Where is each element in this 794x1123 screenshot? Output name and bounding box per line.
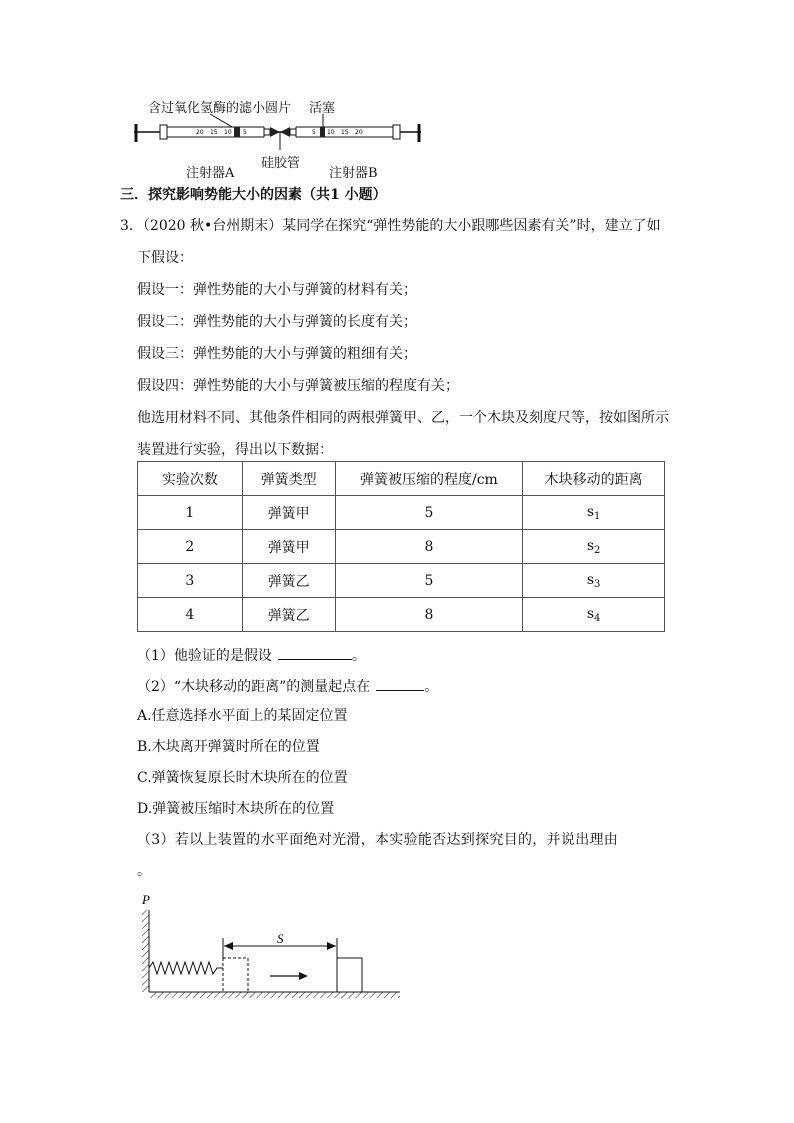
data-table: [137, 461, 665, 632]
sub-question-2: （2）“木块移动的距离”的测量起点在 。: [137, 676, 438, 697]
scale-right-10: 10: [327, 129, 335, 136]
hypothesis-2: 假设二：弹性势能的大小与弹簧的长度有关；: [137, 314, 417, 330]
block-start-position: [223, 958, 248, 992]
cell-compression: 8: [335, 530, 523, 564]
cell-spring: 弹簧乙: [242, 564, 335, 598]
scale-left-20: 20: [196, 129, 204, 136]
option-d: D.弹簧被压缩时木块所在的位置: [137, 801, 335, 817]
sub-question-3-end: 。: [137, 863, 151, 879]
block-end-position: [337, 958, 362, 992]
answer-blank-1[interactable]: [278, 645, 352, 660]
cell-spring: 弹簧甲: [242, 496, 335, 530]
syringe-apparatus-diagram: [130, 112, 425, 152]
sub-question-1: （1）他验证的是假设 。: [137, 645, 366, 666]
cell-distance: $s_4$: [523, 598, 665, 632]
label-p: P: [142, 892, 150, 907]
sub-question-3: （3）若以上装置的水平面绝对光滑，本实验能否达到探究目的，并说出理由: [137, 832, 619, 848]
header-spring-type: 弹簧类型: [242, 462, 335, 496]
hypothesis-3: 假设三：弹性势能的大小与弹簧的粗细有关；: [137, 346, 417, 362]
cell-distance: $s_3$: [523, 564, 665, 598]
answer-blank-2[interactable]: [376, 676, 424, 691]
cell-compression: 8: [335, 598, 523, 632]
motion-arrow-icon: [299, 972, 308, 980]
cell-trial: 1: [138, 496, 243, 530]
header-trial-number: 实验次数: [138, 462, 243, 496]
table-row: [138, 564, 665, 598]
hypothesis-1: 假设一：弹性势能的大小与弹簧的材料有关；: [137, 282, 417, 298]
option-b: B.木块离开弹簧时所在的位置: [137, 739, 320, 755]
option-c: C.弹簧恢复原长时木块所在的位置: [137, 770, 348, 786]
section-title: 三．探究影响势能大小的因素（共1 小题）: [120, 187, 387, 203]
scale-right-20: 20: [355, 129, 363, 136]
piston-label: 活塞: [309, 101, 336, 116]
experiment-description-line-1: 他选用材料不同、其他条件相同的两根弹簧甲、乙，一个木块及刻度尺等，按如图所示: [137, 410, 669, 426]
question-stem-text: （2020 秋•台州期末）某同学在探究“弹性势能的大小跟哪些因素有关”时，建立了如: [142, 218, 661, 234]
cell-distance: $s_1$: [523, 496, 665, 530]
header-distance: 木块移动的距离: [523, 462, 665, 496]
cell-distance: $s_2$: [523, 530, 665, 564]
label-s: S: [277, 931, 284, 946]
scale-left-10: 10: [224, 129, 232, 136]
hypothesis-4: 假设四：弹性势能的大小与弹簧被压缩的程度有关；: [137, 378, 459, 394]
silicone-tube-label: 硅胶管: [261, 156, 301, 171]
question-stem-line-1: [120, 216, 661, 236]
table-header-row: [138, 462, 665, 496]
question-number: 3．: [120, 218, 143, 234]
spring: [149, 962, 223, 974]
scale-right-5: 5: [312, 129, 316, 136]
option-a: A.任意选择水平面上的某固定位置: [137, 708, 348, 724]
header-compression: 弹簧被压缩的程度/cm: [335, 462, 523, 496]
cell-trial: 3: [138, 564, 243, 598]
scale-left-5: 5: [243, 129, 247, 136]
scale-left-15: 15: [210, 129, 218, 136]
filter-disc-label: 含过氧化氢酶的滤小圆片: [148, 101, 292, 116]
question-stem-line-2: 下假设：: [137, 250, 193, 266]
table-row: [138, 496, 665, 530]
spring-block-diagram: [138, 890, 403, 1002]
cell-trial: 2: [138, 530, 243, 564]
syringe-b-label: 注射器B: [329, 166, 378, 181]
cell-trial: 4: [138, 598, 243, 632]
cell-compression: 5: [335, 564, 523, 598]
table-row: [138, 598, 665, 632]
scale-right-15: 15: [341, 129, 349, 136]
cell-spring: 弹簧甲: [242, 530, 335, 564]
cell-spring: 弹簧乙: [242, 598, 335, 632]
syringe-a-label: 注射器A: [186, 166, 235, 181]
cell-compression: 5: [335, 496, 523, 530]
table-row: [138, 530, 665, 564]
experiment-description-line-2: 装置进行实验，得出以下数据：: [137, 442, 333, 458]
